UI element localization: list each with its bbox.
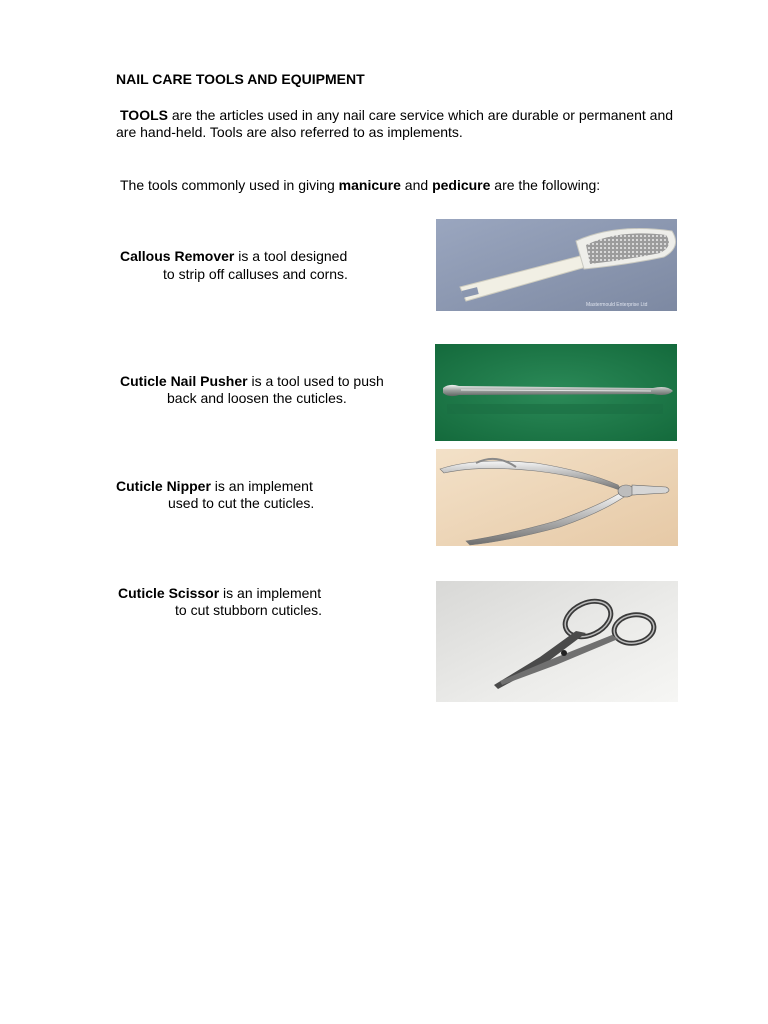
- tool-name: Cuticle Nail Pusher: [120, 373, 248, 389]
- lead-sentence: [120, 177, 600, 194]
- tool-callous-remover-line-1: [120, 248, 347, 265]
- tool-cuticle-scissor-line-1: [118, 585, 321, 602]
- tool-cuticle-nipper-line-2: used to cut the cuticles.: [168, 495, 315, 511]
- lead-and: and: [400, 177, 433, 193]
- tool-name: Cuticle Scissor: [118, 585, 220, 601]
- tool-description: is a tool used to push: [247, 373, 384, 389]
- tool-cuticle-pusher-line-1: [120, 373, 384, 390]
- callous-remover-photo: [436, 219, 677, 311]
- lead-before: The tools commonly used in giving: [120, 177, 339, 193]
- tool-callous-remover-line-2: to strip off calluses and corns.: [163, 266, 348, 282]
- intro-line-1-rest: are the articles used in any nail care service which are durable or permanent and: [167, 107, 674, 123]
- tool-description: is an implement: [210, 478, 313, 494]
- tool-description: is a tool designed: [234, 248, 348, 264]
- intro-term: TOOLS: [120, 107, 168, 123]
- lead-after: are the following:: [490, 177, 601, 193]
- tool-name: Cuticle Nipper: [116, 478, 211, 494]
- tool-description: is an implement: [219, 585, 322, 601]
- tool-name: Callous Remover: [120, 248, 235, 264]
- tool-cuticle-scissor-line-2: to cut stubborn cuticles.: [175, 602, 323, 618]
- cuticle-scissor-photo: [436, 581, 678, 702]
- lead-manicure: manicure: [338, 177, 401, 193]
- cuticle-nipper-photo: [436, 449, 678, 546]
- lead-pedicure: pedicure: [432, 177, 491, 193]
- tool-cuticle-nipper-line-1: [116, 478, 313, 495]
- intro-line-2: are hand-held. Tools are also referred to as implements.: [116, 124, 463, 140]
- page-title: NAIL CARE TOOLS AND EQUIPMENT: [116, 71, 365, 87]
- photo-watermark: Mastermould Enterprise Ltd: [586, 302, 648, 308]
- intro-line-1: [120, 107, 673, 124]
- cuticle-pusher-photo: [435, 344, 677, 441]
- tool-cuticle-pusher-line-2: back and loosen the cuticles.: [167, 390, 347, 406]
